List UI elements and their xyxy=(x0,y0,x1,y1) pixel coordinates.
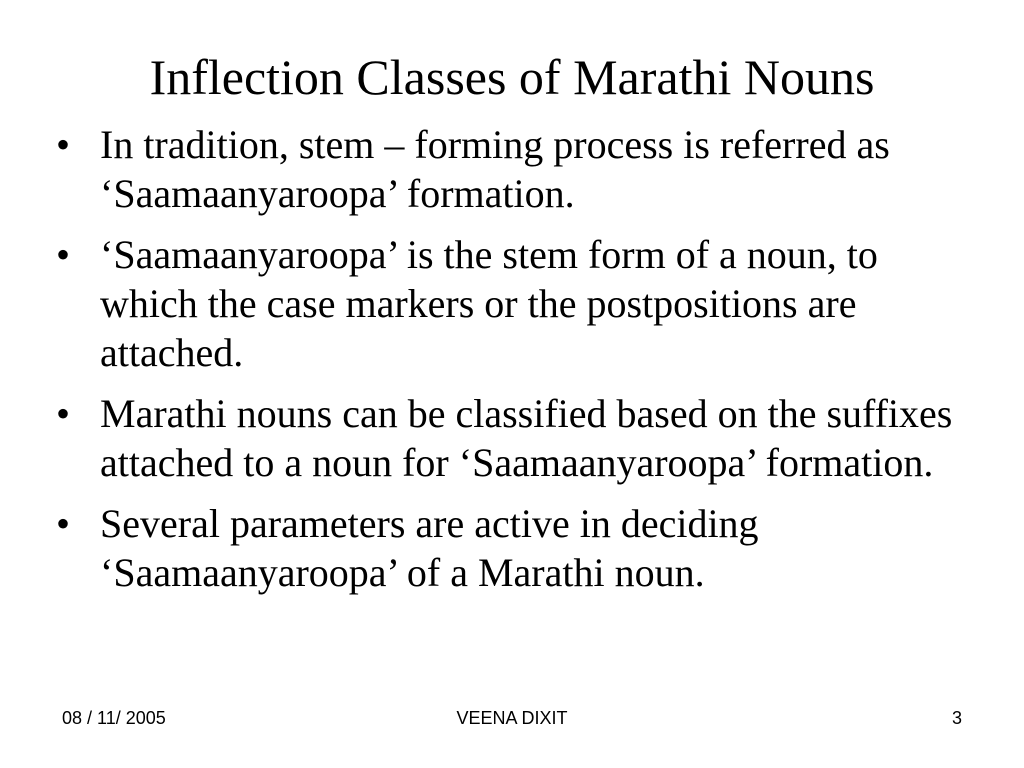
footer-page-number: 3 xyxy=(951,708,962,728)
bullet-item xyxy=(56,499,970,597)
bullet-text: Several parameters are active in deciding ‘Saamaanyaroopa’ of a Marathi noun. xyxy=(100,501,759,595)
bullet-item xyxy=(56,120,970,218)
footer-author: VEENA DIXIT xyxy=(456,708,568,728)
bullet-text: In tradition, stem – forming process is referred as ‘Saamaanyaroopa’ formation. xyxy=(100,122,890,216)
bullet-text: Marathi nouns can be classified based on the suffixes attached to a noun for ‘Saamaanyaroopa’ formation. xyxy=(100,391,953,485)
footer-date: 08 / 11/ 2005 xyxy=(62,708,166,728)
bullet-icon: • xyxy=(56,501,71,546)
bullet-icon: • xyxy=(56,232,71,277)
bullet-list xyxy=(56,120,970,609)
bullet-icon: • xyxy=(56,391,71,436)
bullet-item xyxy=(56,389,970,487)
bullet-text: ‘Saamaanyaroopa’ is the stem form of a noun, to which the case markers or the postpositions are attached. xyxy=(100,232,878,375)
slide-title: Inflection Classes of Marathi Nouns xyxy=(149,49,875,105)
bullet-item xyxy=(56,230,970,377)
bullet-icon: • xyxy=(56,122,71,167)
